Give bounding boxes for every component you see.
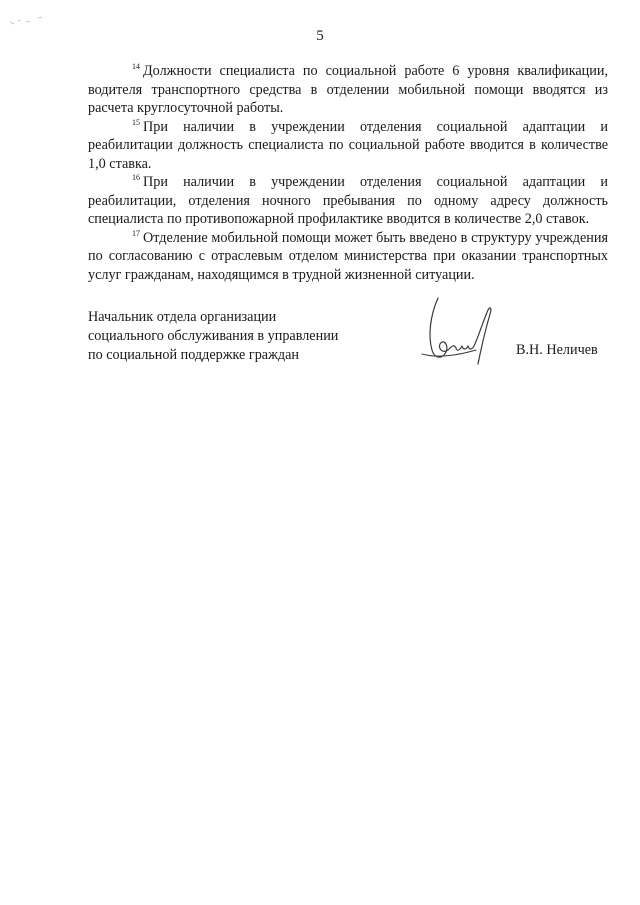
footnote-16	[88, 173, 608, 229]
footnotes-section	[88, 62, 608, 284]
footnote-15	[88, 118, 608, 174]
footnote-marker: 15	[132, 117, 140, 127]
footnote-17	[88, 229, 608, 285]
scan-artifact-mark	[8, 12, 56, 28]
page-number: 5	[316, 28, 324, 44]
signatory-name: В.Н. Неличев	[516, 342, 598, 358]
footnote-14	[88, 62, 608, 118]
position-line: по социальной поддержке граждан	[88, 347, 300, 363]
footnote-marker: 17	[132, 228, 140, 238]
signature-block	[88, 308, 608, 378]
handwritten-signature	[416, 288, 506, 378]
footnote-text: Должности специалиста по социальной работе 6 уровня квалификации, водителя транспортного средства в отделении мобильной помощи вводятся из расчета круглосуточной работы.	[88, 63, 608, 116]
footnote-marker: 14	[132, 62, 140, 71]
footnote-text: При наличии в учреждении отделения социальной адаптации и реабилитации, отделения ночного пребывания по одному адресу должность специалиста по противопожарной профилактике вводится в количестве 2,0 ставок.	[88, 174, 608, 227]
footnote-text: Отделение мобильной помощи может быть введено в структуру учреждения по согласованию с отраслевым отделом министерства при оказании транспортных услуг гражданам, находящимся в трудной жизненной ситуации.	[88, 229, 608, 283]
position-line: социального обслуживания в управлении	[88, 328, 339, 344]
position-line: Начальник отдела организации	[88, 309, 277, 325]
footnote-marker: 16	[132, 173, 140, 182]
footnote-text: При наличии в учреждении отделения социальной адаптации и реабилитации должность специалиста по социальной работе вводится в количестве 1,0 ставка.	[88, 118, 608, 172]
